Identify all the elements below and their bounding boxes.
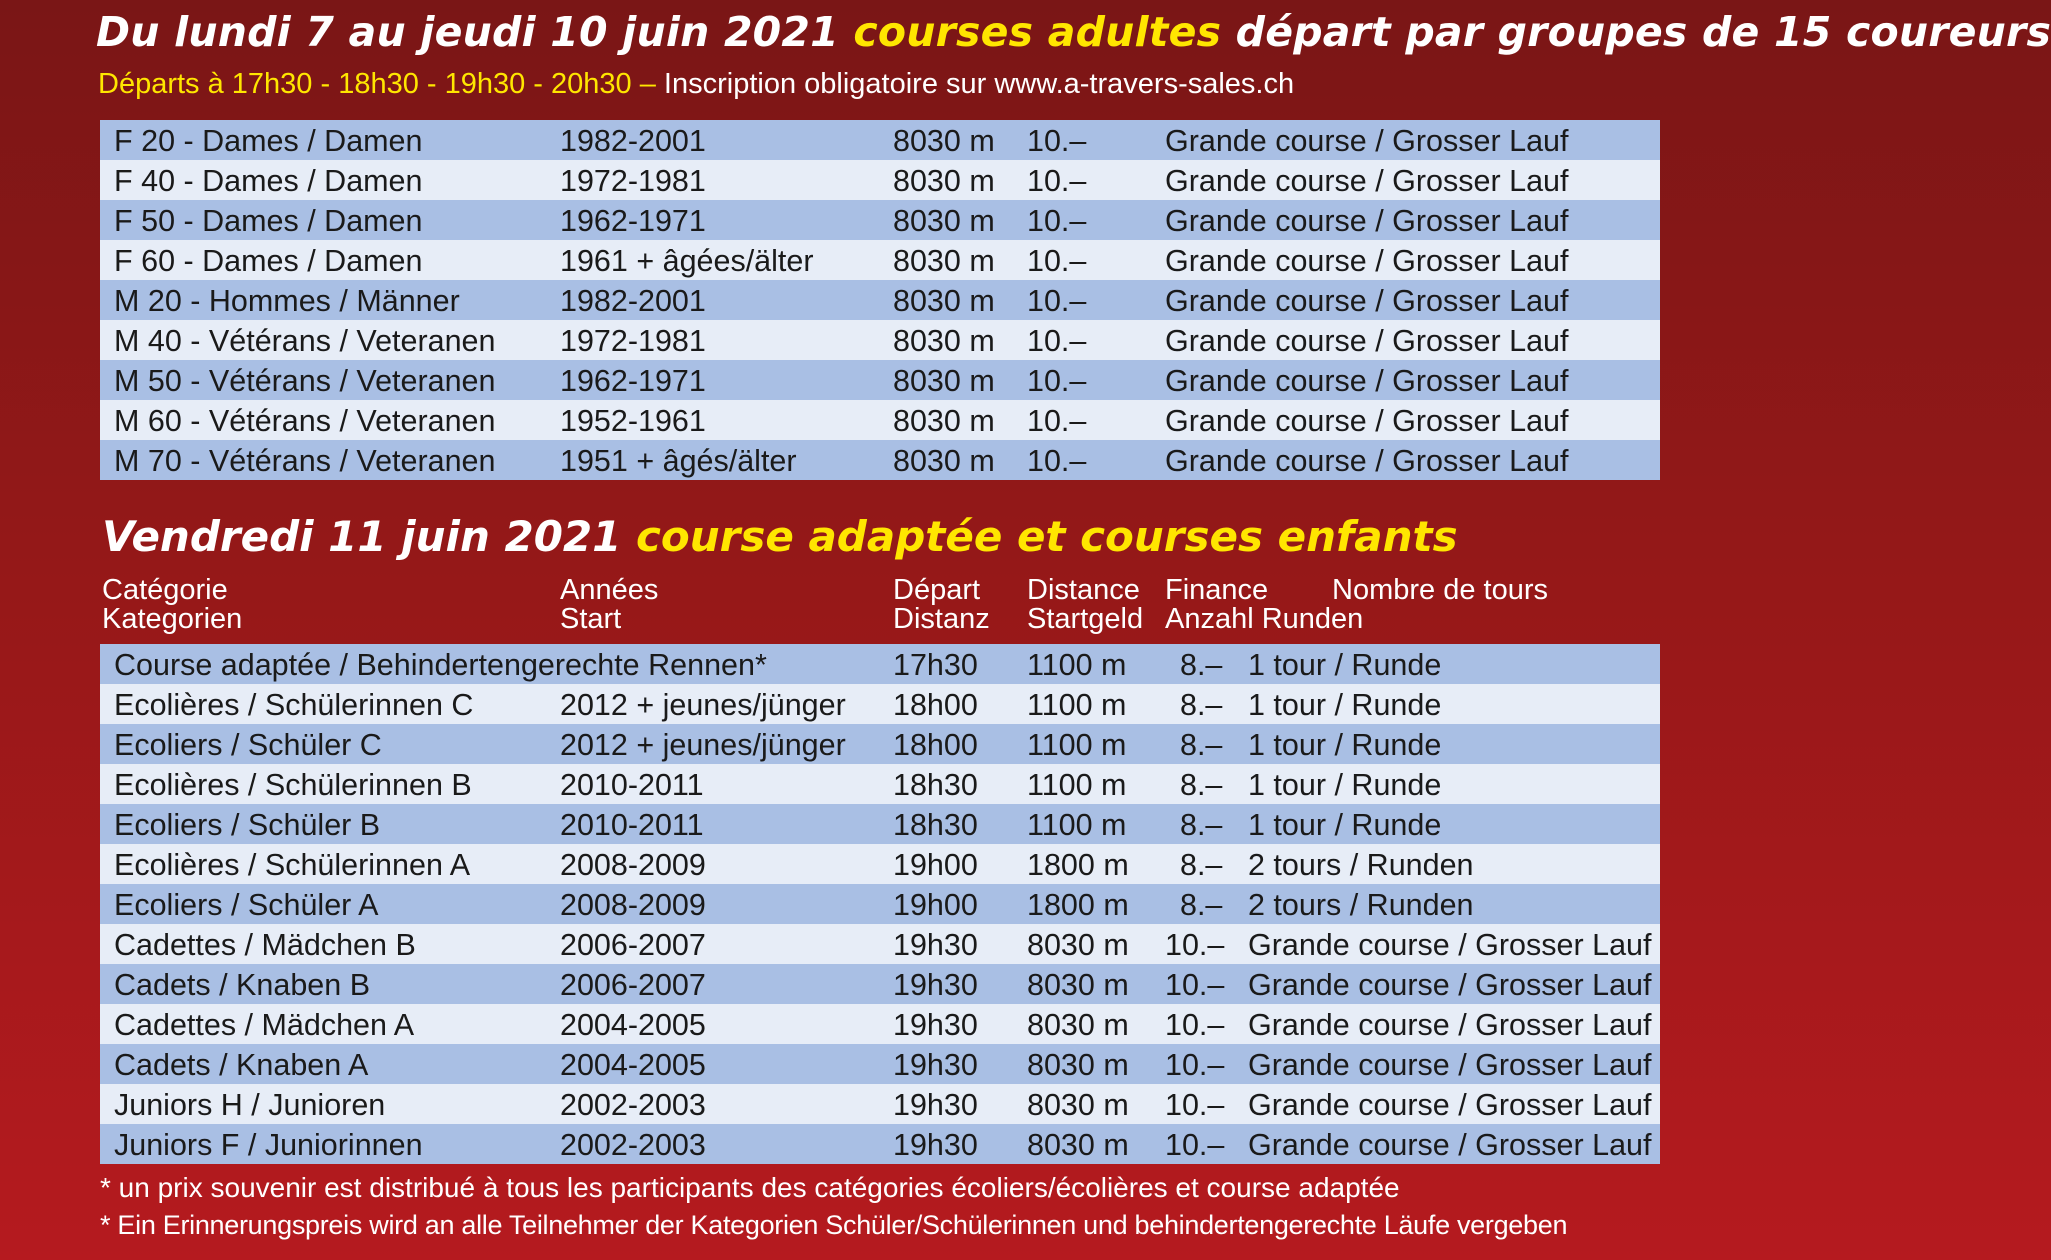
cell-start: 19h30 [893, 1048, 978, 1082]
cell-distance: 8030 m [893, 284, 995, 318]
header-distance-de: Startgeld [1027, 603, 1144, 635]
table-row [100, 360, 1660, 400]
cell-distance: 8030 m [893, 244, 995, 278]
cell-years: 2006-2007 [560, 928, 706, 962]
cell-fee: 8.– [1180, 888, 1223, 922]
cell-fee: 10.– [1027, 284, 1087, 318]
cell-category: Cadets / Knaben B [114, 968, 371, 1002]
cell-years: 1972-1981 [560, 164, 706, 198]
table-row [100, 440, 1660, 480]
cell-fee: 8.– [1180, 728, 1223, 762]
cell-distance: 8030 m [1027, 1048, 1129, 1082]
cell-years: 2006-2007 [560, 968, 706, 1002]
cell-laps: 1 tour / Runde [1248, 728, 1442, 762]
cell-distance: 8030 m [893, 324, 995, 358]
cell-distance: 1100 m [1027, 808, 1127, 842]
cell-distance: 1100 m [1027, 768, 1127, 802]
cell-distance: 1100 m [1027, 648, 1127, 682]
cell-course: Grande course / Grosser Lauf [1165, 404, 1569, 438]
cell-course: Grande course / Grosser Lauf [1165, 164, 1569, 198]
cell-fee: 8.– [1180, 808, 1223, 842]
cell-course: Grande course / Grosser Lauf [1165, 444, 1569, 478]
cell-category: Cadets / Knaben A [114, 1048, 369, 1082]
cell-years: 1961 + âgées/älter [560, 244, 814, 278]
table-row [100, 1084, 1660, 1124]
cell-years: 2002-2003 [560, 1128, 706, 1162]
cell-fee: 10.– [1165, 968, 1225, 1002]
cell-start: 18h30 [893, 808, 978, 842]
cell-fee: 10.– [1027, 204, 1087, 238]
table-row [100, 400, 1660, 440]
cell-category: M 40 - Vétérans / Veteranen [114, 324, 496, 358]
registration-info: Inscription obligatoire sur www.a-travers-sales.ch [663, 68, 1295, 100]
cell-fee: 10.– [1027, 364, 1087, 398]
header-years-de: Start [560, 603, 622, 635]
cell-distance: 8030 m [893, 124, 995, 158]
table-row [100, 120, 1660, 160]
cell-fee: 10.– [1165, 1048, 1225, 1082]
cell-category: M 50 - Vétérans / Veteranen [114, 364, 496, 398]
header-fee-fr: Finance [1165, 574, 1269, 606]
header-start-de: Distanz [893, 603, 990, 635]
table-row [100, 1044, 1660, 1084]
table-row [100, 280, 1660, 320]
cell-start: 18h00 [893, 688, 978, 722]
cell-start: 19h30 [893, 928, 978, 962]
cell-category: M 60 - Vétérans / Veteranen [114, 404, 496, 438]
title-highlight: courses adultes [853, 8, 1222, 56]
cell-laps: 2 tours / Runden [1248, 848, 1474, 882]
cell-fee: 8.– [1180, 768, 1223, 802]
cell-distance: 8030 m [1027, 1088, 1129, 1122]
cell-category: F 20 - Dames / Damen [114, 124, 423, 158]
table-row [100, 1124, 1660, 1164]
table-row [100, 320, 1660, 360]
cell-course: Grande course / Grosser Lauf [1165, 364, 1569, 398]
cell-category: Cadettes / Mädchen B [114, 928, 416, 962]
table-row [100, 684, 1660, 724]
cell-distance: 1800 m [1027, 848, 1129, 882]
cell-laps: Grande course / Grosser Lauf [1248, 1048, 1652, 1082]
cell-distance: 8030 m [893, 364, 995, 398]
cell-years: 2004-2005 [560, 1048, 706, 1082]
table-row [100, 804, 1660, 844]
cell-years: 2002-2003 [560, 1088, 706, 1122]
header-laps-fr: Nombre de tours [1332, 574, 1548, 606]
cell-distance: 8030 m [1027, 928, 1129, 962]
cell-laps: Grande course / Grosser Lauf [1248, 968, 1652, 1002]
cell-start: 18h30 [893, 768, 978, 802]
cell-laps: 1 tour / Runde [1248, 648, 1442, 682]
cell-years: 1962-1971 [560, 364, 706, 398]
cell-distance: 1800 m [1027, 888, 1129, 922]
cell-category: F 60 - Dames / Damen [114, 244, 423, 278]
cell-laps: 2 tours / Runden [1248, 888, 1474, 922]
cell-years: 1982-2001 [560, 124, 706, 158]
cell-fee: 10.– [1027, 404, 1087, 438]
cell-laps: Grande course / Grosser Lauf [1248, 1008, 1652, 1042]
cell-laps: Grande course / Grosser Lauf [1248, 928, 1652, 962]
cell-start: 18h00 [893, 728, 978, 762]
cell-start: 19h30 [893, 1088, 978, 1122]
cell-fee: 10.– [1165, 1088, 1225, 1122]
cell-course: Grande course / Grosser Lauf [1165, 324, 1569, 358]
cell-category: F 50 - Dames / Damen [114, 204, 423, 238]
table-row [100, 764, 1660, 804]
cell-course: Grande course / Grosser Lauf [1165, 124, 1569, 158]
cell-category: M 70 - Vétérans / Veteranen [114, 444, 496, 478]
header-fee-de: Anzahl Runden [1165, 603, 1364, 635]
cell-category: Ecoliers / Schüler B [114, 808, 381, 842]
cell-years: 1982-2001 [560, 284, 706, 318]
header-distance-fr: Distance [1027, 574, 1140, 606]
table-row [100, 160, 1660, 200]
cell-years: 1972-1981 [560, 324, 706, 358]
cell-fee: 8.– [1180, 688, 1223, 722]
subtitle [98, 68, 1294, 101]
cell-laps: Grande course / Grosser Lauf [1248, 1088, 1652, 1122]
cell-laps: 1 tour / Runde [1248, 768, 1442, 802]
footnote-fr: * un prix souvenir est distribué à tous les participants des catégories écoliers/écolières et course adaptée [100, 1172, 1400, 1203]
table-row [100, 964, 1660, 1004]
cell-fee: 10.– [1027, 244, 1087, 278]
cell-distance: 8030 m [1027, 1008, 1129, 1042]
header-category-de: Kategorien [102, 603, 243, 635]
cell-distance: 8030 m [1027, 1128, 1129, 1162]
page-title: Du lundi 7 au jeudi 10 juin 2021 courses adultes départ par groupes de 15 coureurs [96, 8, 2051, 56]
header-years-fr: Années [560, 574, 659, 606]
cell-distance: 8030 m [893, 444, 995, 478]
table-row [100, 200, 1660, 240]
cell-start: 19h30 [893, 968, 978, 1002]
kids-races-table [100, 644, 1660, 1164]
cell-laps: Grande course / Grosser Lauf [1248, 1128, 1652, 1162]
cell-category: Course adaptée / Behindertengerechte Rennen* [114, 648, 767, 682]
cell-distance: 1100 m [1027, 688, 1127, 722]
cell-start: 19h30 [893, 1128, 978, 1162]
cell-fee: 10.– [1165, 1008, 1225, 1042]
section-title-highlight: course adaptée et courses enfants [635, 512, 1458, 561]
cell-category: Ecolières / Schülerinnen A [114, 848, 471, 882]
cell-distance: 8030 m [893, 204, 995, 238]
cell-fee: 10.– [1027, 124, 1087, 158]
cell-category: Ecoliers / Schüler C [114, 728, 382, 762]
table-row [100, 724, 1660, 764]
cell-distance: 8030 m [893, 404, 995, 438]
cell-category: Juniors H / Junioren [114, 1088, 386, 1122]
cell-fee: 10.– [1165, 928, 1225, 962]
cell-category: M 20 - Hommes / Männer [114, 284, 460, 318]
cell-course: Grande course / Grosser Lauf [1165, 204, 1569, 238]
cell-laps: 1 tour / Runde [1248, 808, 1442, 842]
cell-category: Ecoliers / Schüler A [114, 888, 379, 922]
cell-category: Ecolières / Schülerinnen B [114, 768, 472, 802]
cell-start: 19h00 [893, 848, 978, 882]
cell-years: 2004-2005 [560, 1008, 706, 1042]
cell-distance: 8030 m [1027, 968, 1129, 1002]
cell-years: 1952-1961 [560, 404, 706, 438]
cell-category: Ecolières / Schülerinnen C [114, 688, 474, 722]
cell-fee: 8.– [1180, 848, 1223, 882]
cell-years: 2012 + jeunes/jünger [560, 728, 846, 762]
table-row [100, 924, 1660, 964]
cell-course: Grande course / Grosser Lauf [1165, 244, 1569, 278]
table-row [100, 1004, 1660, 1044]
cell-years: 2012 + jeunes/jünger [560, 688, 846, 722]
cell-years: 2008-2009 [560, 888, 706, 922]
cell-category: Juniors F / Juniorinnen [114, 1128, 423, 1162]
section-title: Vendredi 11 juin 2021 course adaptée et courses enfants [102, 512, 1458, 561]
cell-course: Grande course / Grosser Lauf [1165, 284, 1569, 318]
header-category-fr: Catégorie [102, 574, 228, 606]
cell-years: 2010-2011 [560, 768, 704, 802]
cell-distance: 1100 m [1027, 728, 1127, 762]
table-row [100, 884, 1660, 924]
start-times: Départs à 17h30 - 18h30 - 19h30 - 20h30 – [98, 68, 664, 100]
cell-years: 2010-2011 [560, 808, 704, 842]
table-row [100, 844, 1660, 884]
cell-years: 1962-1971 [560, 204, 706, 238]
cell-start: 19h30 [893, 1008, 978, 1042]
cell-start: 19h00 [893, 888, 978, 922]
cell-fee: 10.– [1027, 444, 1087, 478]
cell-start: 17h30 [893, 648, 978, 682]
cell-category: Cadettes / Mädchen A [114, 1008, 415, 1042]
cell-distance: 8030 m [893, 164, 995, 198]
cell-category: F 40 - Dames / Damen [114, 164, 423, 198]
cell-fee: 10.– [1027, 164, 1087, 198]
cell-fee: 10.– [1165, 1128, 1225, 1162]
cell-years: 2008-2009 [560, 848, 706, 882]
table-row [100, 644, 1660, 684]
adult-races-table [100, 120, 1660, 480]
cell-laps: 1 tour / Runde [1248, 688, 1442, 722]
header-start-fr: Départ [893, 574, 981, 606]
cell-years: 1951 + âgés/älter [560, 444, 797, 478]
cell-fee: 8.– [1180, 648, 1223, 682]
footnote-de: * Ein Erinnerungspreis wird an alle Teilnehmer der Kategorien Schüler/Schülerinnen und behindertengerechte Läufe vergeben [100, 1210, 1568, 1240]
cell-fee: 10.– [1027, 324, 1087, 358]
table-row [100, 240, 1660, 280]
